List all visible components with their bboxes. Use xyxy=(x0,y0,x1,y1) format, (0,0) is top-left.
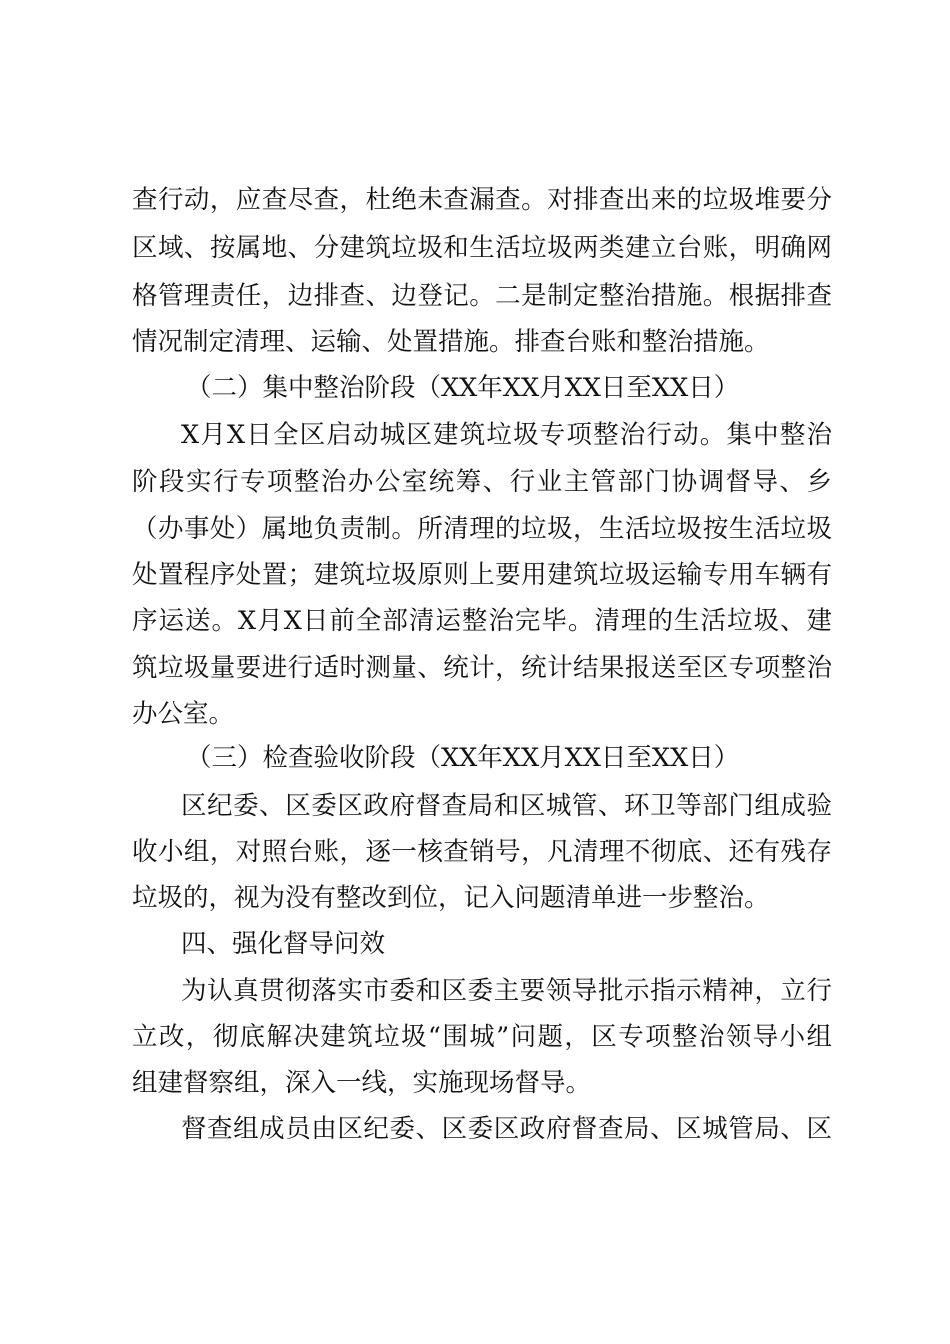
para4-line-1: 为认真贯彻落实市委和区委主要领导批示指示精神，立行 xyxy=(181,976,832,1006)
section-title-inspection-acceptance: （三）检查验收阶段（XX年XX月XX日至XX日） xyxy=(186,743,740,773)
para3-line-2: 收小组，对照台账，逐一核查销号，凡清理不彻底、还有残存 xyxy=(132,837,832,867)
para4-line-3: 组建督察组，深入一线，实施现场督导。 xyxy=(132,1068,592,1098)
para3-line-3: 垃圾的，视为没有整改到位，记入问题清单进一步整治。 xyxy=(132,883,770,913)
para1-line-3: 格管理责任，边排查、边登记。二是制定整治措施。根据排查 xyxy=(132,281,832,311)
para2-line-7: 办公室。 xyxy=(132,699,235,729)
para2-line-4: 处置程序处置；建筑垃圾原则上要用建筑垃圾运输专用车辆有 xyxy=(132,560,832,590)
para2-line-1: X月X日全区启动城区建筑垃圾专项整治行动。集中整治 xyxy=(181,420,832,450)
para2-line-6: 筑垃圾量要进行适时测量、统计，统计结果报送至区专项整治 xyxy=(132,653,832,683)
para1-line-2: 区域、按属地、分建筑垃圾和生活垃圾两类建立台账，明确网 xyxy=(132,233,832,263)
para5-line-1: 督查组成员由区纪委、区委区政府督查局、区城管局、区 xyxy=(181,1114,832,1144)
para1-line-4: 情况制定清理、运输、处置措施。排查台账和整治措施。 xyxy=(132,327,770,357)
para3-line-1: 区纪委、区委区政府督查局和区城管、环卫等部门组成验 xyxy=(181,791,832,821)
para4-line-2: 立改，彻底解决建筑垃圾“围城”问题，区专项整治领导小组 xyxy=(132,1022,832,1052)
para2-line-3: （办事处）属地负责制。所清理的垃圾，生活垃圾按生活垃圾 xyxy=(132,514,832,544)
section-title-centralized-rectification: （二）集中整治阶段（XX年XX月XX日至XX日） xyxy=(186,373,740,403)
para2-line-5: 序运送。X月X日前全部清运整治完毕。清理的生活垃圾、建 xyxy=(132,606,832,636)
para2-line-2: 阶段实行专项整治办公室统筹、行业主管部门协调督导、乡 xyxy=(132,467,832,497)
heading-strengthen-supervision: 四、强化督导问效 xyxy=(181,929,386,959)
para1-line-1: 查行动，应查尽查，杜绝未查漏查。对排查出来的垃圾堆要分 xyxy=(132,185,832,215)
